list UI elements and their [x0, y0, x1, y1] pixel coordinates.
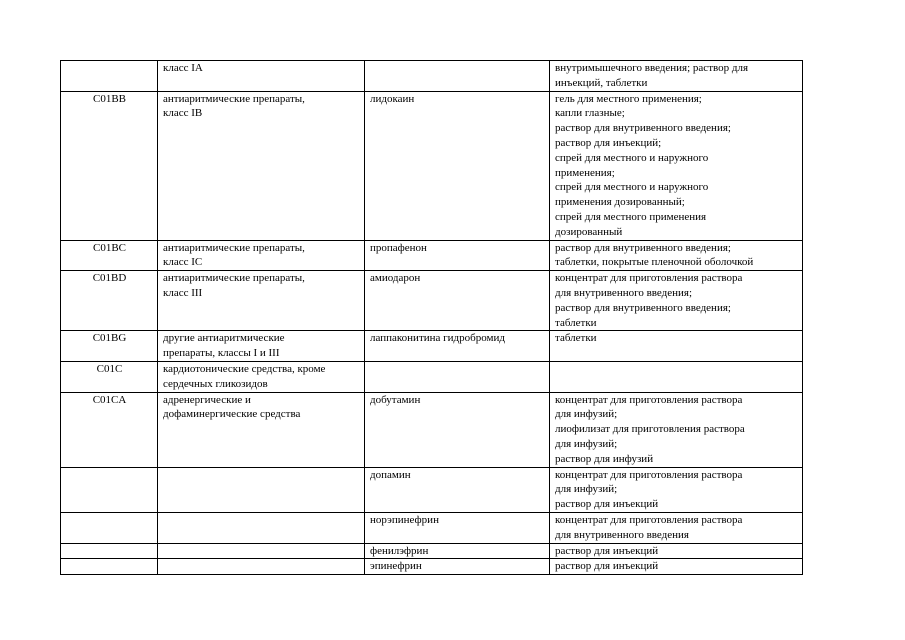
drug-name-cell: эпинефрин	[365, 559, 550, 575]
table-row	[61, 240, 803, 271]
drug-classification-table	[60, 60, 803, 575]
dosage-form-cell	[550, 361, 803, 392]
atc-code-cell	[61, 512, 158, 543]
dosage-form-cell: внутримышечного введения; раствор для инъекций, таблетки	[550, 61, 803, 92]
atc-code-cell: C01C	[61, 361, 158, 392]
table-row	[61, 271, 803, 331]
dosage-form-cell: концентрат для приготовления раствора для инфузий; лиофилизат для приготовления раствора для инфузий; раствор для инфузий	[550, 392, 803, 467]
drug-name-cell	[365, 361, 550, 392]
atc-code-cell: C01BB	[61, 91, 158, 240]
group-name-cell: антиаритмические препараты, класс IC	[158, 240, 365, 271]
table-row	[61, 543, 803, 559]
table-row	[61, 392, 803, 467]
dosage-form-cell: концентрат для приготовления раствора для инфузий; раствор для инъекций	[550, 467, 803, 512]
table-row	[61, 361, 803, 392]
dosage-form-cell: раствор для внутривенного введения; таблетки, покрытые пленочной оболочкой	[550, 240, 803, 271]
drug-name-cell: фенилэфрин	[365, 543, 550, 559]
dosage-form-cell: концентрат для приготовления раствора для внутривенного введения; раствор для внутривенного введения; таблетки	[550, 271, 803, 331]
drug-name-cell: пропафенон	[365, 240, 550, 271]
atc-code-cell: C01CA	[61, 392, 158, 467]
dosage-form-cell: раствор для инъекций	[550, 543, 803, 559]
dosage-form-cell: концентрат для приготовления раствора для внутривенного введения	[550, 512, 803, 543]
atc-code-cell: C01BD	[61, 271, 158, 331]
atc-code-cell: C01BG	[61, 331, 158, 362]
atc-code-cell: C01BC	[61, 240, 158, 271]
table-row	[61, 331, 803, 362]
table-row	[61, 559, 803, 575]
group-name-cell	[158, 559, 365, 575]
dosage-form-cell: таблетки	[550, 331, 803, 362]
table-row	[61, 467, 803, 512]
dosage-form-cell: гель для местного применения; капли глазные; раствор для внутривенного введения; раствор для инъекций; спрей для местного и наружного применения; спрей для местного и наружного применения дозированный; спрей для местного применения дозированный	[550, 91, 803, 240]
drug-name-cell	[365, 61, 550, 92]
atc-code-cell	[61, 467, 158, 512]
drug-name-cell: добутамин	[365, 392, 550, 467]
table-body	[61, 61, 803, 575]
drug-name-cell: амиодарон	[365, 271, 550, 331]
group-name-cell: кардиотонические средства, кроме сердечных гликозидов	[158, 361, 365, 392]
table-row	[61, 61, 803, 92]
group-name-cell: класс IA	[158, 61, 365, 92]
group-name-cell: антиаритмические препараты, класс IB	[158, 91, 365, 240]
group-name-cell	[158, 512, 365, 543]
group-name-cell: другие антиаритмические препараты, классы I и III	[158, 331, 365, 362]
table-row	[61, 512, 803, 543]
atc-code-cell	[61, 543, 158, 559]
group-name-cell: антиаритмические препараты, класс III	[158, 271, 365, 331]
drug-name-cell: норэпинефрин	[365, 512, 550, 543]
dosage-form-cell: раствор для инъекций	[550, 559, 803, 575]
table-row	[61, 91, 803, 240]
drug-name-cell: допамин	[365, 467, 550, 512]
group-name-cell	[158, 467, 365, 512]
group-name-cell	[158, 543, 365, 559]
drug-name-cell: лаппаконитина гидробромид	[365, 331, 550, 362]
group-name-cell: адренергические и дофаминергические средства	[158, 392, 365, 467]
drug-name-cell: лидокаин	[365, 91, 550, 240]
atc-code-cell	[61, 61, 158, 92]
atc-code-cell	[61, 559, 158, 575]
